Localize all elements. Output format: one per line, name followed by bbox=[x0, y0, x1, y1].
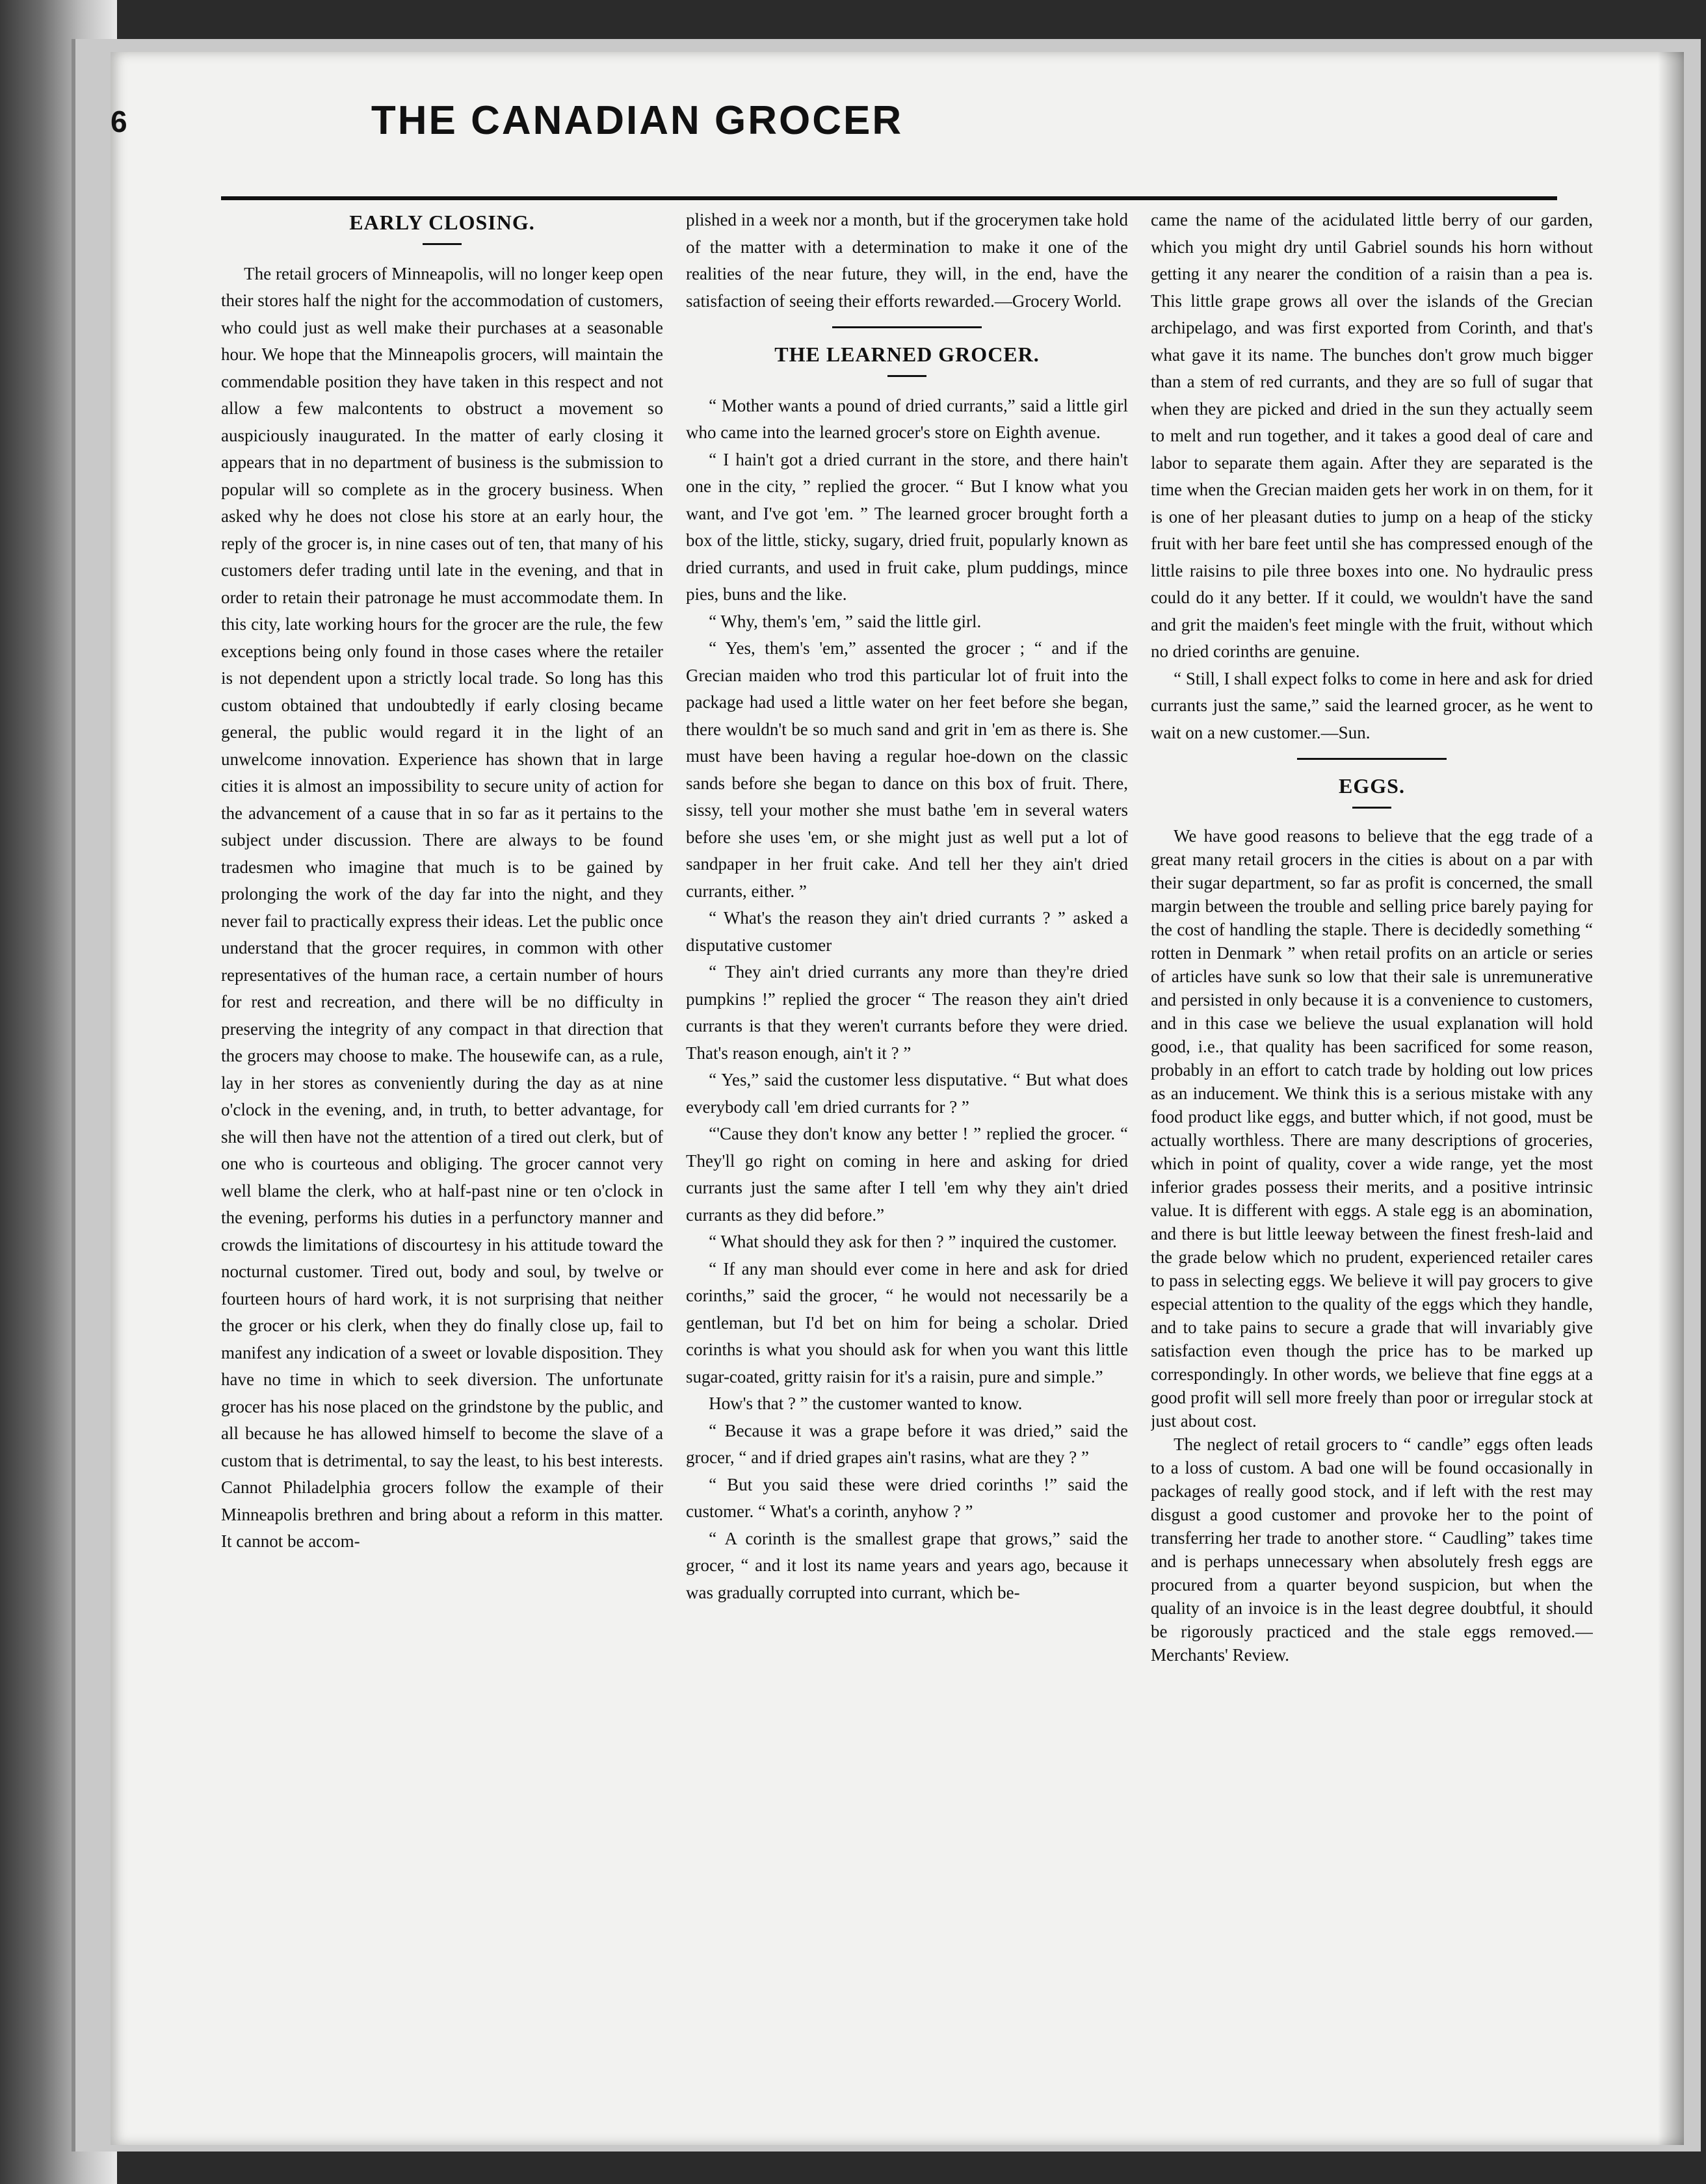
column-1 bbox=[221, 207, 663, 2066]
article-separator bbox=[1297, 758, 1447, 760]
paragraph: “ They ain't dried currants any more than they're dried pumpkins !” replied the grocer “ The reason they ain't dried currants is that they weren't currants before they were dried. That's reason enough, ain't it ? ” bbox=[686, 962, 1128, 1063]
paragraph: “ Yes,” said the customer less disputative. “ But what does everybody call 'em dried currants for ? ” bbox=[686, 1070, 1128, 1117]
column-3 bbox=[1151, 207, 1593, 2066]
header-rule bbox=[221, 196, 1557, 200]
paragraph: We have good reasons to believe that the egg trade of a great many retail grocers in the cities is about on a par with their sugar department, so far as profit is concerned, the small margin between the trouble and selling price barely paying for the cost of handling the staple. There is decidedly something “ rotten in Denmark ” when retail profits on an article or series of articles have sunk so low that their sale is unremunerative and persisted in only because it is a convenience to customers, and in this case we believe the usual explanation will hold good, i.e., that quality has been sacrificed for some reason, probably in an effort to catch trade by holding out low prices as an inducement. We think this is a serious mistake with any food product like eggs, and butter which, if not good, must be actually worthless. There are many descriptions of groceries, which in point of quality, cover a wide range, yet the most inferior grades possess their merits, and a positive intrinsic value. It is different with eggs. A stale egg is an abomination, and there is but little leeway between the finest fresh-laid and the grade below which no prudent, experienced retailer cares to pass in selecting eggs. We believe it will pay grocers to give especial attention to the quality of the eggs which they handle, and to take pains to secure a grade that will invariably give satisfaction even though the price has to be marked up correspondingly. In other words, we believe that fine eggs at a good profit will sell more freely than poor or irregular stock at just about cost. bbox=[1151, 826, 1593, 1431]
paragraph: The neglect of retail grocers to “ candle” eggs often leads to a loss of custom. A bad one will be found occasionally in packages of really good stock, and if left with the rest may disgust a good customer and provoke her to the point of transferring her trade to another store. “ Caudling” takes time and is perhaps unnecessary when absolutely fresh eggs are procured from a quarter beyond suspicion, but when the quality of an invoice is in the least degree doubtful, it should be rigorously practiced and the stale eggs removed.—Merchants' Review. bbox=[1151, 1434, 1593, 1665]
page-header bbox=[111, 91, 1151, 162]
article-continuation-early-closing: plished in a week nor a month, but if the grocerymen take hold of the matter with a determination to make it one of the realities of the near future, they will, in the end, have the satisfaction of seeing their efforts rewarded.—Grocery World. bbox=[686, 210, 1128, 311]
article-body-early-closing: The retail grocers of Minneapolis, will no longer keep open their stores half the night for the accommodation of customers, who could just as well make their purchases at a seasonable hour. We hope that the Minneapolis grocers, will maintain the commendable position they have taken in this respect and not allow a few malcontents to obstruct a movement so auspiciously inaugurated. In the matter of early closing it appears that in no department of business is the submission to popular will so complete as in the grocery business. When asked why he does not close his store at an early hour, the reply of the grocer is, in nine cases out of ten, that many of his customers defer trading until late in the evening, and that in order to retain their patronage he must accommodate them. In this city, late working hours for the grocer are the rule, the few exceptions being only found in those cases where the retailer is not dependent upon a strictly local trade. So long has this custom obtained that undoubtedly if early closing became general, the public would regard it in the light of an unwelcome innovation. Experience has shown that in large cities it is almost an impossibility to secure unity of action for the advancement of a cause that in so far as it pertains to the subject under discussion. There are always to be found tradesmen who imagine that much is to be gained by prolonging the work of the day far into the night, and they never fail to practically express their ideas. Let the public once understand that the grocer requires, in common with other representatives of the human race, a certain number of hours for rest and recreation, and there will be no difficulty in preserving the integrity of any compact in that direction that the grocers may choose to make. The housewife can, as a rule, lay in her stores as conveniently during the day as at nine o'clock in the evening, and, in truth, to better advantage, for she will then have not the attention of a tired out clerk, but of one who is courteous and obliging. The grocer cannot very well blame the clerk, who at half-past nine or ten o'clock in the evening, performs his duties in a perfunctory manner and crowds the limitations of discourtesy in his attitude toward the nocturnal customer. Tired out, body and soul, by twelve or fourteen hours of hard work, it is not surprising that neither the grocer or his clerk, when they do finally close up, fail to manifest any indication of a sweet or lovable disposition. They have no time in which to seek diversion. The unfortunate grocer has his nose placed on the grindstone by the public, and all because he has allowed himself to become the slave of a custom that is detrimental, to say the least, to his best interests. Cannot Philadelphia grocers follow the example of their Minneapolis brethren and bring about a reform in this matter. It cannot be accom- bbox=[221, 263, 663, 1551]
paragraph: “ But you said these were dried corinths !” said the customer. “ What's a corinth, anyhow ? ” bbox=[686, 1474, 1128, 1521]
paragraph: came the name of the acidulated little berry of our garden, which you might dry until Gabriel sounds his horn without getting it any nearer the condition of a raisin than a pea is. This little grape grows all over the islands of the Grecian archipelago, and was first exported from Corinth, and that's what gave it its name. The bunches don't grow much bigger than a stem of red currants, and they are so full of sugar that when they are picked and dried in the sun they actually seem to melt and run together, and it takes a good deal of care and labor to separate them again. After they are separated is the time when the Grecian maiden gets her work in on them, for it is one of her pleasant duties to jump on a heap of the sticky fruit with her bare feet until she has compressed enough of the little raisins to pile three boxes into one. No hydraulic press could do it any better. If it could, we wouldn't have the sand and grit the maiden's feet mingle with the fruit, without which no dried corinths are genuine. bbox=[1151, 210, 1593, 661]
article-title-learned-grocer: THE LEARNED GROCER. bbox=[774, 343, 1040, 366]
masthead: THE CANADIAN GROCER bbox=[371, 98, 904, 143]
article-title-eggs: EGGS. bbox=[1339, 774, 1405, 798]
paragraph: “ What should they ask for then ? ” inquired the customer. bbox=[709, 1232, 1117, 1251]
paragraph: “ What's the reason they ain't dried currants ? ” asked a disputative customer bbox=[686, 908, 1128, 955]
paragraph: How's that ? ” the customer wanted to know. bbox=[709, 1394, 1023, 1413]
paragraph: “ Yes, them's 'em,” assented the grocer ; “ and if the Grecian maiden who trod this particular lot of fruit into the package had used a little water on her feet before she began, there wouldn't be so much sand and grit in 'em as there is. She must have been having a regular hoe-down on the classic sands before she began to dance on this box of fruit. There, sissy, tell your mother she must bathe 'em in several waters before she uses 'em, or she might just as well put a lot of sandpaper in her fruit cake. And tell her they ain't dried currants, either. ” bbox=[686, 638, 1128, 901]
article-separator bbox=[832, 326, 982, 328]
paragraph: “ Still, I shall expect folks to come in here and ask for dried currants just the same,” said the learned grocer, as he went to wait on a new customer.—Sun. bbox=[1151, 668, 1593, 742]
paragraph: “ Because it was a grape before it was dried,” said the grocer, “ and if dried grapes ain't rasins, what are they ? ” bbox=[686, 1420, 1128, 1467]
column-2 bbox=[686, 207, 1128, 2066]
paragraph: “ A corinth is the smallest grape that grows,” said the grocer, “ and it lost its name years and years ago, because it was gradually corrupted into currant, which be- bbox=[686, 1528, 1128, 1602]
title-rule bbox=[423, 243, 462, 245]
title-rule bbox=[887, 375, 926, 377]
paragraph: “ If any man should ever come in here and ask for dried corinths,” said the grocer, “ he would not necessarily be a gentleman, but I'd bet on him for being a scholar. Dried corinths is what you should ask for when you want this little sugar-coated, gritty raisin for it's a raisin, pure and simple.” bbox=[686, 1258, 1128, 1386]
page-number: 6 bbox=[111, 105, 127, 138]
article-title-early-closing: EARLY CLOSING. bbox=[349, 211, 535, 234]
paragraph: “'Cause they don't know any better ! ” replied the grocer. “ They'll go right on coming in here and asking for dried currants just the same after I tell 'em why they ain't dried currants as they did before.” bbox=[686, 1124, 1128, 1225]
article-columns bbox=[221, 207, 1593, 2066]
paragraph: “ Mother wants a pound of dried currants,” said a little girl who came into the learned grocer's store on Eighth avenue. bbox=[686, 395, 1128, 442]
title-rule bbox=[1352, 807, 1391, 809]
binding-shadow bbox=[1658, 52, 1684, 2145]
paragraph: “ I hain't got a dried currant in the store, and there hain't one in the city, ” replied the grocer. “ But I know what you want, and I've got 'em. ” The learned grocer brought forth a box of the little, sticky, sugary, dried fruit, popularly known as dried currants, and used in fruit cake, plum puddings, mince pies, buns and the like. bbox=[686, 449, 1128, 604]
paragraph: “ Why, them's 'em, ” said the little girl. bbox=[709, 611, 982, 631]
